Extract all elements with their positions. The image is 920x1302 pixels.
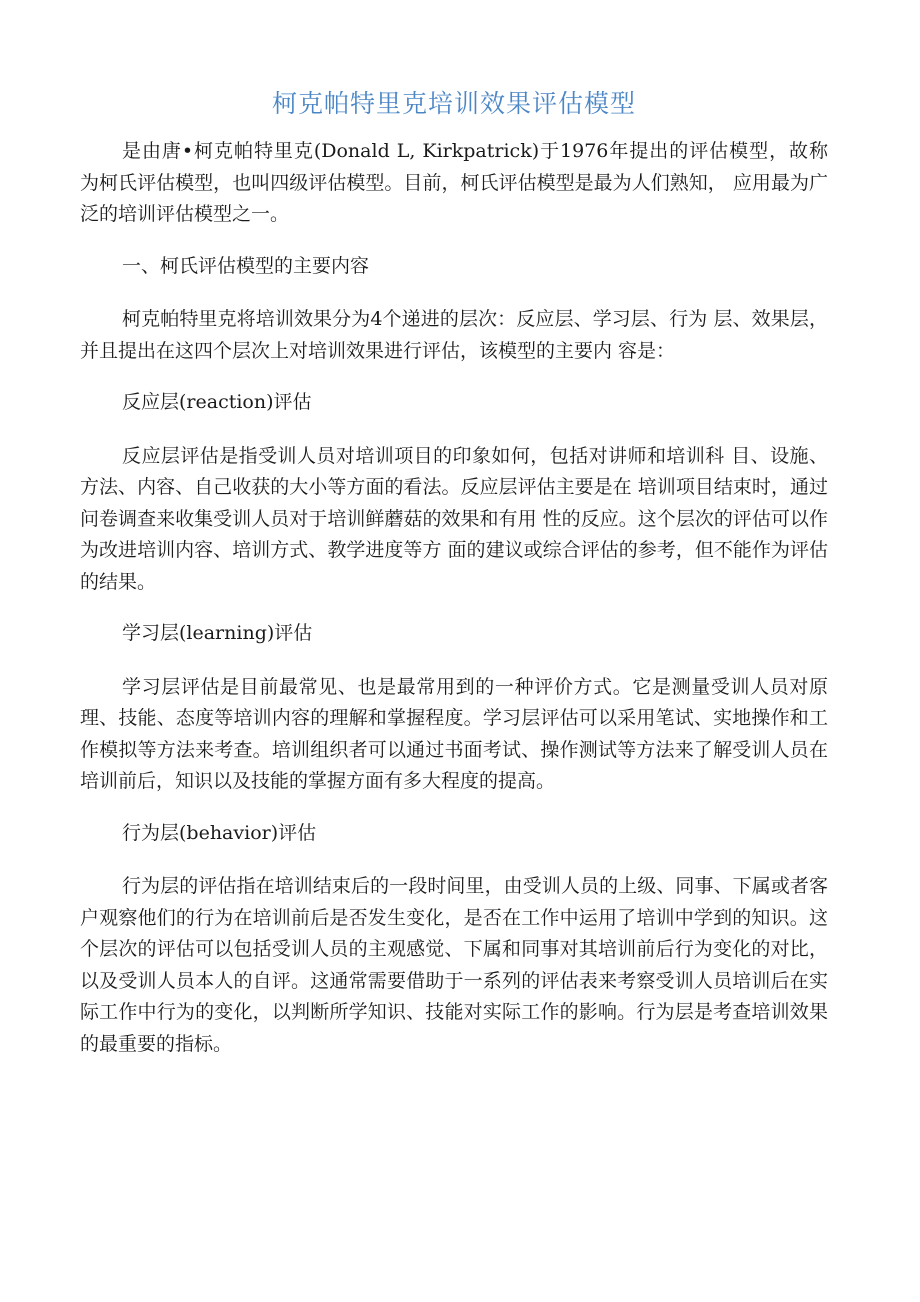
- subheading-reaction: 反应层(reaction)评估: [122, 391, 312, 413]
- document-page: [80, 84, 828, 1080]
- paragraph-reaction: 反应层评估是指受训人员对培训项目的印象如何，包括对讲师和培训科 目、设施、方法、内容、自己收获的大小等方面的看法。反应层评估主要是在 培训项目结束时，通过问卷调查来收集受训人员对于培训鲜蘑菇的效果和有用 性的反应。这个层次的评估可以作为改进培训内容、培训方式、教学进度等方 面的建议或综合评估的参考，但不能作为评估的结果。: [80, 444, 828, 593]
- subheading-behavior: 行为层(behavior)评估: [122, 821, 317, 844]
- document-title: 柯克帕特里克培训效果评估模型: [271, 89, 636, 118]
- paragraph-behavior: 行为层的评估指在培训结束后的一段时间里，由受训人员的上级、同事、下属或者客户观察他们的行为在培训前后是否发生变化，是否在工作中运用了培训中学到的知识。这个层次的评估可以包括受训人员的主观感觉、下属和同事对其培训前后行为变化的对比，以及受训人员本人的自评。这通常需要借助于一系列的评估表来考察受训人员培训后在实际工作中行为的变化，以判断所学知识、技能对实际工作的影响。行为层是考查培训效果的最重要的指标。: [80, 875, 828, 1055]
- section-body-main-content: 柯克帕特里克将培训效果分为4个递进的层次：反应层、学习层、行为 层、效果层，并且提出在这四个层次上对培训效果进行评估，该模型的主要内 容是：: [80, 308, 828, 362]
- section-heading-main-content: 一、柯氏评估模型的主要内容: [122, 254, 370, 277]
- intro-paragraph: 是由唐•柯克帕特里克(Donald L, Kirkpatrick)于1976年提出的评估模型，故称 为柯氏评估模型，也叫四级评估模型。目前，柯氏评估模型是最为人们熟知， 应用最为广泛的培训评估模型之一。: [80, 140, 828, 225]
- subheading-learning: 学习层(learning)评估: [122, 622, 313, 644]
- paragraph-learning: 学习层评估是目前最常见、也是最常用到的一种评价方式。它是测量受训人员对原理、技能、态度等培训内容的理解和掌握程度。学习层评估可以采用笔试、实地操作和工作模拟等方法来考查。培训组织者可以通过书面考试、操作测试等方法来了解受训人员在培训前后，知识以及技能的掌握方面有多大程度的提高。: [80, 675, 828, 792]
